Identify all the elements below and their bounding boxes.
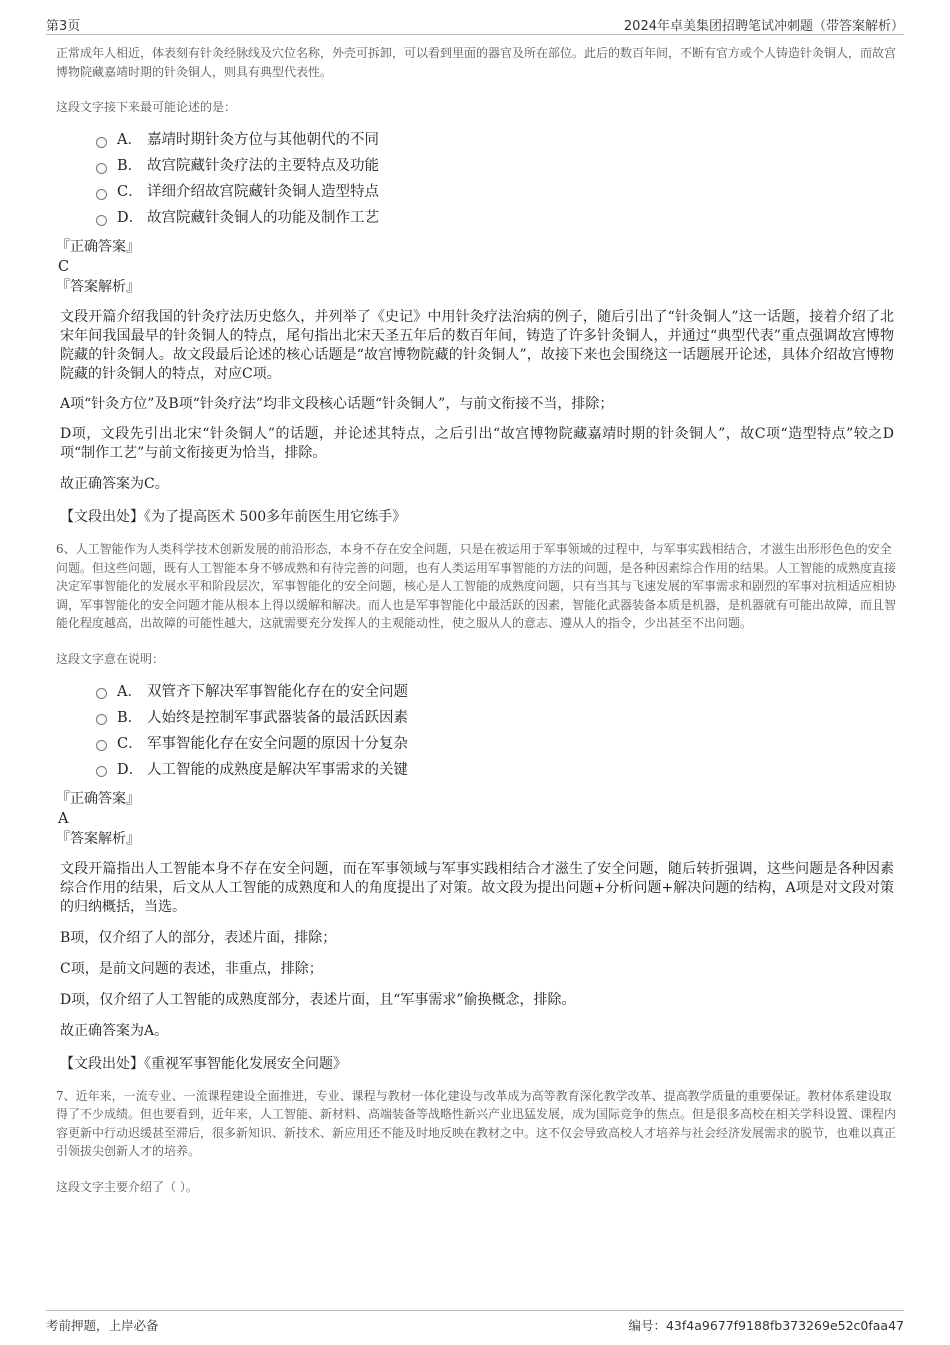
q5-option-a[interactable]: A． 嘉靖时期针灸方位与其他朝代的不同 — [96, 127, 898, 153]
page-header — [46, 12, 904, 35]
q5-analysis-2: A项“针灸方位”及B项“针灸疗法”均非文段核心话题“针灸铜人”，与前文衔接不当，排除； — [60, 396, 614, 412]
q6-passage: 6、人工智能作为人类科学技术创新发展的前沿形态，本身不存在安全问题，只是在被运用于军事领域的过程中，与军事实践相结合，才滋生出形形色色的安全问题。但这些问题，既有人工智能本身不够成熟和有待完善的问题，也有人类运用军事智能的方法的问题，是各种因素综合作用的结果。人工智能的成熟度直接决定军事智能化的发展水平和阶段层次，军事智能化的安全问题，核心是人工智能的成熟度问题，只有当其与飞速发展的军事需求和剧烈的军事对抗相适应相协调，军事智能化的安全问题才能从根本上得以缓解和解决。而人也是军事智能化中最活跃的因素，智能化武器装备本质是机器，是机器就有可能出故障，而且智能化程度越高，出故障的可能性越大，这就需要充分发挥人的主观能动性，使之服从人的意志、遵从人的指令，少出甚至不出问题。 — [56, 542, 897, 630]
page-footer — [46, 1310, 904, 1335]
q5-prompt: 这段文字接下来最可能论述的是： — [56, 100, 237, 114]
q6-analysis-label: 『答案解析』 — [56, 830, 140, 847]
q5-analysis-3: D项，文段先引出北宋“针灸铜人”的话题，并论述其特点，之后引出“故宫博物院藏嘉靖时期的针灸铜人”，故C项“造型特点”较之D项“制作工艺”与前文衔接更为恰当，排除。 — [60, 426, 894, 461]
q5-option-c[interactable]: C． 详细介绍故宫院藏针灸铜人造型特点 — [96, 179, 898, 205]
q6-options — [56, 679, 898, 783]
q5-option-b[interactable]: B． 故宫院藏针灸疗法的主要特点及功能 — [96, 153, 898, 179]
q6-source: 【文段出处】《重视军事智能化发展安全问题》 — [60, 1055, 347, 1072]
q5-analysis-4: 故正确答案为C。 — [60, 476, 169, 492]
document-title: 2024年卓美集团招聘笔试冲刺题（带答案解析） — [623, 19, 904, 34]
radio-icon[interactable] — [96, 189, 107, 200]
footer-serial: 编号：43f4a9677f9188fb373269e52c0faa47 — [628, 1318, 904, 1333]
radio-icon[interactable] — [96, 740, 107, 751]
page-number: 第3页 — [46, 19, 81, 34]
q6-analysis-5: 故正确答案为A。 — [60, 1022, 169, 1039]
q5-source: 【文段出处】《为了提高医术 500多年前医生用它练手》 — [60, 509, 407, 525]
q5-answer: C — [58, 259, 70, 275]
q6-prompt: 这段文字意在说明： — [56, 651, 165, 666]
radio-icon[interactable] — [96, 688, 107, 699]
radio-icon[interactable] — [96, 714, 107, 725]
q5-analysis-label: 『答案解析』 — [56, 279, 140, 295]
q5-answer-label: 『正确答案』 — [56, 239, 140, 255]
q6-answer: A — [58, 810, 69, 827]
q6-option-b[interactable]: B． 人始终是控制军事武器装备的最活跃因素 — [96, 705, 898, 731]
q6-analysis-3: C项，是前文问题的表述，非重点，排除； — [60, 960, 323, 977]
q7-passage: 7、近年来，一流专业、一流课程建设全面推进，专业、课程与教材一体化建设与改革成为高等教育深化教学改革、提高教学质量的重要保证。教材体系建设取得了不少成绩。但也要看到，近年来，人工智能、新材料、高端装备等战略性新兴产业迅猛发展，成为国际竞争的焦点。但是很多高校在相关学科设置、课程内容更新中行动迟缓甚至滞后，很多新知识、新技术、新应用还不能及时地反映在教材之中。这不仅会导致高校人才培养与社会经济发展需求的脱节，也难以真正引领拔尖创新人才的培养。 — [56, 1088, 897, 1158]
q5-option-d[interactable]: D． 故宫院藏针灸铜人的功能及制作工艺 — [96, 205, 898, 231]
q6-option-d[interactable]: D． 人工智能的成熟度是解决军事需求的关键 — [96, 757, 898, 783]
q7-prompt: 这段文字主要介绍了（ ）。 — [56, 1179, 198, 1194]
radio-icon[interactable] — [96, 163, 107, 174]
q6-option-a[interactable]: A． 双管齐下解决军事智能化存在的安全问题 — [96, 679, 898, 705]
q6-answer-label: 『正确答案』 — [56, 790, 140, 807]
page-content — [56, 44, 898, 1195]
footer-slogan: 考前押题，上岸必备 — [46, 1318, 159, 1333]
q6-analysis-4: D项，仅介绍了人工智能的成熟度部分，表述片面，且“军事需求”偷换概念，排除。 — [60, 991, 576, 1008]
q6-analysis-2: B项，仅介绍了人的部分，表述片面，排除； — [60, 929, 337, 946]
radio-icon[interactable] — [96, 215, 107, 226]
q6-option-c[interactable]: C． 军事智能化存在安全问题的原因十分复杂 — [96, 731, 898, 757]
q6-analysis-1: 文段开篇指出人工智能本身不存在安全问题，而在军事领域与军事实践相结合才滋生了安全问题，随后转折强调，这些问题是各种因素综合作用的结果，后文从人工智能的成熟度和人的角度提出了对策。故文段为提出问题+分析问题+解决问题的结构，A项是对文段对策的归纳概括，当选。 — [60, 860, 894, 915]
q5-passage: 正常成年人相近，体表刻有针灸经脉线及穴位名称，外壳可拆卸，可以看到里面的器官及所在部位。此后的数百年间，不断有官方或个人铸造针灸铜人，而故宫博物院藏嘉靖时期的针灸铜人，则具有典型代表性。 — [56, 46, 897, 79]
q5-options — [56, 127, 898, 231]
q5-analysis-1: 文段开篇介绍我国的针灸疗法历史悠久，并列举了《史记》中用针灸疗法治病的例子，随后引出了“针灸铜人”这一话题，接着介绍了北宋年间我国最早的针灸铜人的特点，尾句指出北宋天圣五年后的数百年间，铸造了许多针灸铜人，并通过“典型代表”重点强调故宫博物院藏的针灸铜人。故文段最后论述的核心话题是“故宫博物院藏的针灸铜人”，故接下来也会围绕这一话题展开论述，具体介绍故宫博物院藏的针灸铜人的特点，对应C项。 — [60, 309, 894, 382]
radio-icon[interactable] — [96, 766, 107, 777]
radio-icon[interactable] — [96, 137, 107, 148]
